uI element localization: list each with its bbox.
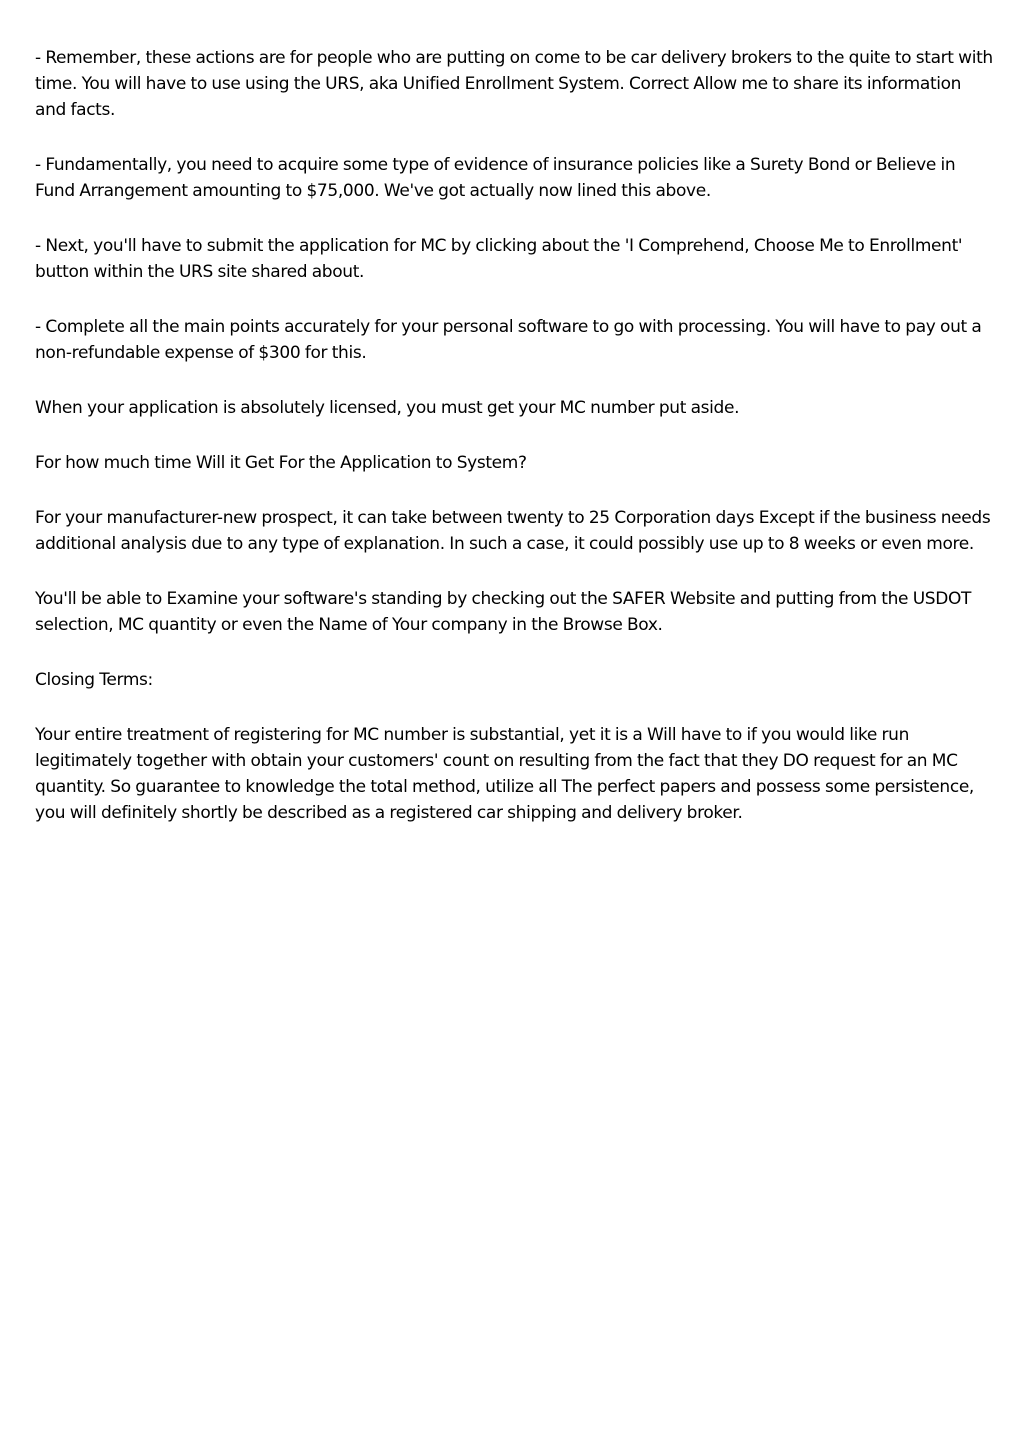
paragraph-safer-website: You'll be able to Examine your software's standing by checking out the SAFER Website and putting from the USDOT selection, MC quantity or even the Name of Your company in the Browse Box. <box>35 589 972 635</box>
paragraph-mc-number: When your application is absolutely licensed, you must get your MC number put aside. <box>35 398 740 418</box>
paragraph-processing-time: For your manufacturer-new prospect, it can take between twenty to 25 Corporation days Except if the business needs additional analysis due to any type of explanation. In such a case, it could possibly use up to 8 weeks or even more. <box>35 508 991 554</box>
paragraph-complete-details: - Complete all the main points accurately for your personal software to go with processing. You will have to pay out a non-refundable expense of $300 for this. <box>35 317 982 363</box>
paragraph-surety-bond: - Fundamentally, you need to acquire some type of evidence of insurance policies like a Surety Bond or Believe in Fund Arrangement amounting to $75,000. We've got actually now lined this above. <box>35 155 956 201</box>
section-heading-processing-time: For how much time Will it Get For the Application to System? <box>35 453 527 473</box>
paragraph-closing: Your entire treatment of registering for MC number is substantial, yet it is a Will have to if you would like run legitimately together with obtain your customers' count on resulting from the fact that they DO request for an MC quantity. So guarantee to knowledge the total method, utilize all The perfect papers and possess some persistence, you will definitely shortly be described as a registered car shipping and delivery broker. <box>35 725 974 823</box>
paragraph-submit-application: - Next, you'll have to submit the application for MC by clicking about the 'I Comprehend, Choose Me to Enrollment' button within the URS site shared about. <box>35 236 963 282</box>
paragraph-urs-intro: - Remember, these actions are for people who are putting on come to be car delivery brokers to the quite to start with time. You will have to use using the URS, aka Unified Enrollment System. Correct Allow me to share its information and facts. <box>35 48 993 120</box>
document-page <box>35 45 995 855</box>
section-heading-closing: Closing Terms: <box>35 670 153 690</box>
